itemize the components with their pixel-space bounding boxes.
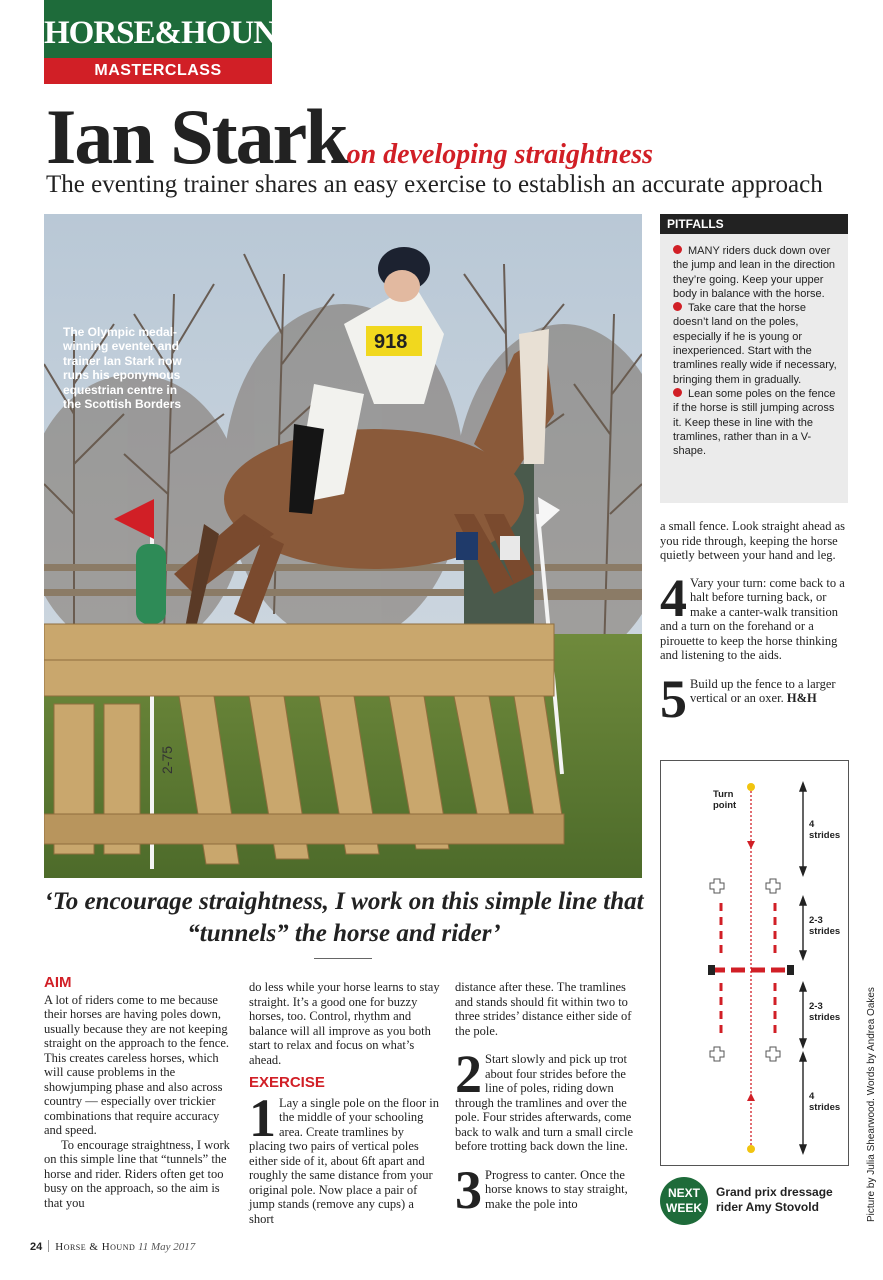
section-label: MASTERCLASS bbox=[44, 58, 272, 84]
page-number: 24 bbox=[30, 1241, 43, 1253]
pitfalls-box bbox=[660, 214, 848, 503]
bib-number: 918 bbox=[374, 331, 408, 353]
column-2 bbox=[249, 980, 441, 1226]
photo-caption: The Olympic medal-winning eventer and trainer Ian Stark now runs his eponymous equestrian centre in the Scottish Borders bbox=[63, 325, 182, 412]
column-4 bbox=[660, 519, 850, 729]
pitfalls-heading: PITFALLS bbox=[660, 214, 848, 234]
column-1 bbox=[44, 976, 234, 1210]
publication-name: Horse & Hound bbox=[55, 1241, 136, 1253]
pitfall-item: Take care that the horse doesn’t land on the poles, especially if he is young or inexperienced. Start with the tramlines really wide if necessary, bringing them in gradually. bbox=[673, 302, 837, 386]
horse-jumping-illustration bbox=[44, 214, 642, 878]
col3-intro: distance after these. The tramlines and stands should fit within two to three strides’ distance either side of the pole. bbox=[455, 980, 632, 1038]
title-tagline: on developing straightness bbox=[346, 139, 654, 170]
next-week-text: Grand prix dressage rider Amy Stovold bbox=[716, 1185, 833, 1214]
main-photo bbox=[44, 214, 642, 878]
aim-heading: AIM bbox=[44, 974, 72, 991]
turn-point-label: Turn point bbox=[713, 789, 737, 811]
divider bbox=[314, 958, 372, 959]
pull-quote: ‘To encourage straightness, I work on this simple line that “tunnels” the horse and rider’ bbox=[44, 888, 644, 947]
divider bbox=[48, 1240, 49, 1252]
stride-label: 2-3 strides bbox=[809, 915, 841, 937]
bullet-dot-icon bbox=[673, 388, 682, 397]
title-name: Ian Stark bbox=[46, 93, 347, 180]
step-1: 1 Lay a single pole on the floor in the middle of your schooling area. Create tramlines by placing two pairs of vertical poles either side of it, about 6ft apart and roughly the same distance from your original pole. Now place a pair of jump stands (remove any cups) a short bbox=[249, 1087, 440, 1226]
step-number: 3 bbox=[455, 1159, 482, 1220]
step-number: 1 bbox=[249, 1087, 276, 1148]
fence-marking: 2-75 bbox=[159, 745, 175, 774]
step-2: 2 Start slowly and pick up trot about four strides before the line of poles, riding down through the tramlines and over the pole. Four strides afterwards, come back to walk and turn a small circle before trotting back down the line. bbox=[455, 1044, 634, 1153]
turn-point-marker bbox=[747, 783, 755, 791]
pitfall-item: MANY riders duck down over the jump and lean in the direction they’re going. Keep your upper body in balance with the horse. bbox=[673, 245, 836, 300]
exercise-heading: EXERCISE bbox=[249, 1074, 325, 1091]
standfirst: The eventing trainer shares an easy exercise to establish an accurate approach bbox=[46, 171, 823, 198]
col2-intro: do less while your horse learns to stay straight. It’s a good one for buzzy horses, too. Control, rhythm and balance will all improve as you both start to relax and focus on what’s ahead. bbox=[249, 980, 440, 1067]
step-3: 3 Progress to canter. Once the horse knows to stay straight, make the pole into bbox=[455, 1159, 628, 1220]
col4-intro: a small fence. Look straight ahead as you ride through, keeping the horse quietly between your hand and leg. bbox=[660, 519, 845, 562]
aim-paragraph: A lot of riders come to me because their horses are having poles down, usually because they are not keeping straight on the approach to the fence. This creates careless horses, which will cause problems in the showjumping phase and also across country — especially over trickier combinations that require accuracy and speed. bbox=[44, 992, 229, 1137]
masthead-logo bbox=[44, 0, 299, 84]
exercise-diagram bbox=[660, 760, 849, 1166]
stride-label: 4 strides bbox=[809, 819, 841, 841]
step-number: 2 bbox=[455, 1044, 482, 1104]
page-footer bbox=[30, 1240, 195, 1253]
bullet-dot-icon bbox=[673, 302, 682, 311]
end-point-marker bbox=[747, 1145, 755, 1153]
next-week-badge: NEXT WEEK bbox=[660, 1177, 708, 1225]
logo-wordmark: HORSE&HOUND bbox=[44, 0, 272, 58]
step-number: 4 bbox=[660, 567, 687, 628]
bullet-dot-icon bbox=[673, 245, 682, 254]
step-4: 4 Vary your turn: come back to a halt before turning back, or make a canter-walk transition and a turn on the forehand or a pirouette to keep the horse thinking and listening to the aids. bbox=[660, 567, 845, 662]
photo-credit: Picture by Julia Shearwood. Words by Andrea Oakes bbox=[866, 987, 877, 1222]
aim-paragraph: To encourage straightness, I work on this simple line that “tunnels” the horse and rider. Riders often get too busy on the approach, so the aim is that you bbox=[44, 1137, 230, 1210]
stride-label: 2-3 strides bbox=[809, 1001, 841, 1023]
pitfall-item: Lean some poles on the fence if the horse is still jumping across it. Keep these in line with the tramlines, rather than in a V-shape. bbox=[673, 387, 836, 458]
stride-label: 4 strides bbox=[809, 1091, 841, 1113]
signoff: H&H bbox=[786, 691, 817, 705]
step-number: 5 bbox=[660, 668, 687, 729]
step-5: 5 Build up the fence to a larger vertical or an oxer. H&H bbox=[660, 668, 836, 729]
article-title bbox=[46, 92, 653, 182]
issue-date: 11 May 2017 bbox=[138, 1241, 196, 1253]
column-3 bbox=[455, 980, 645, 1220]
